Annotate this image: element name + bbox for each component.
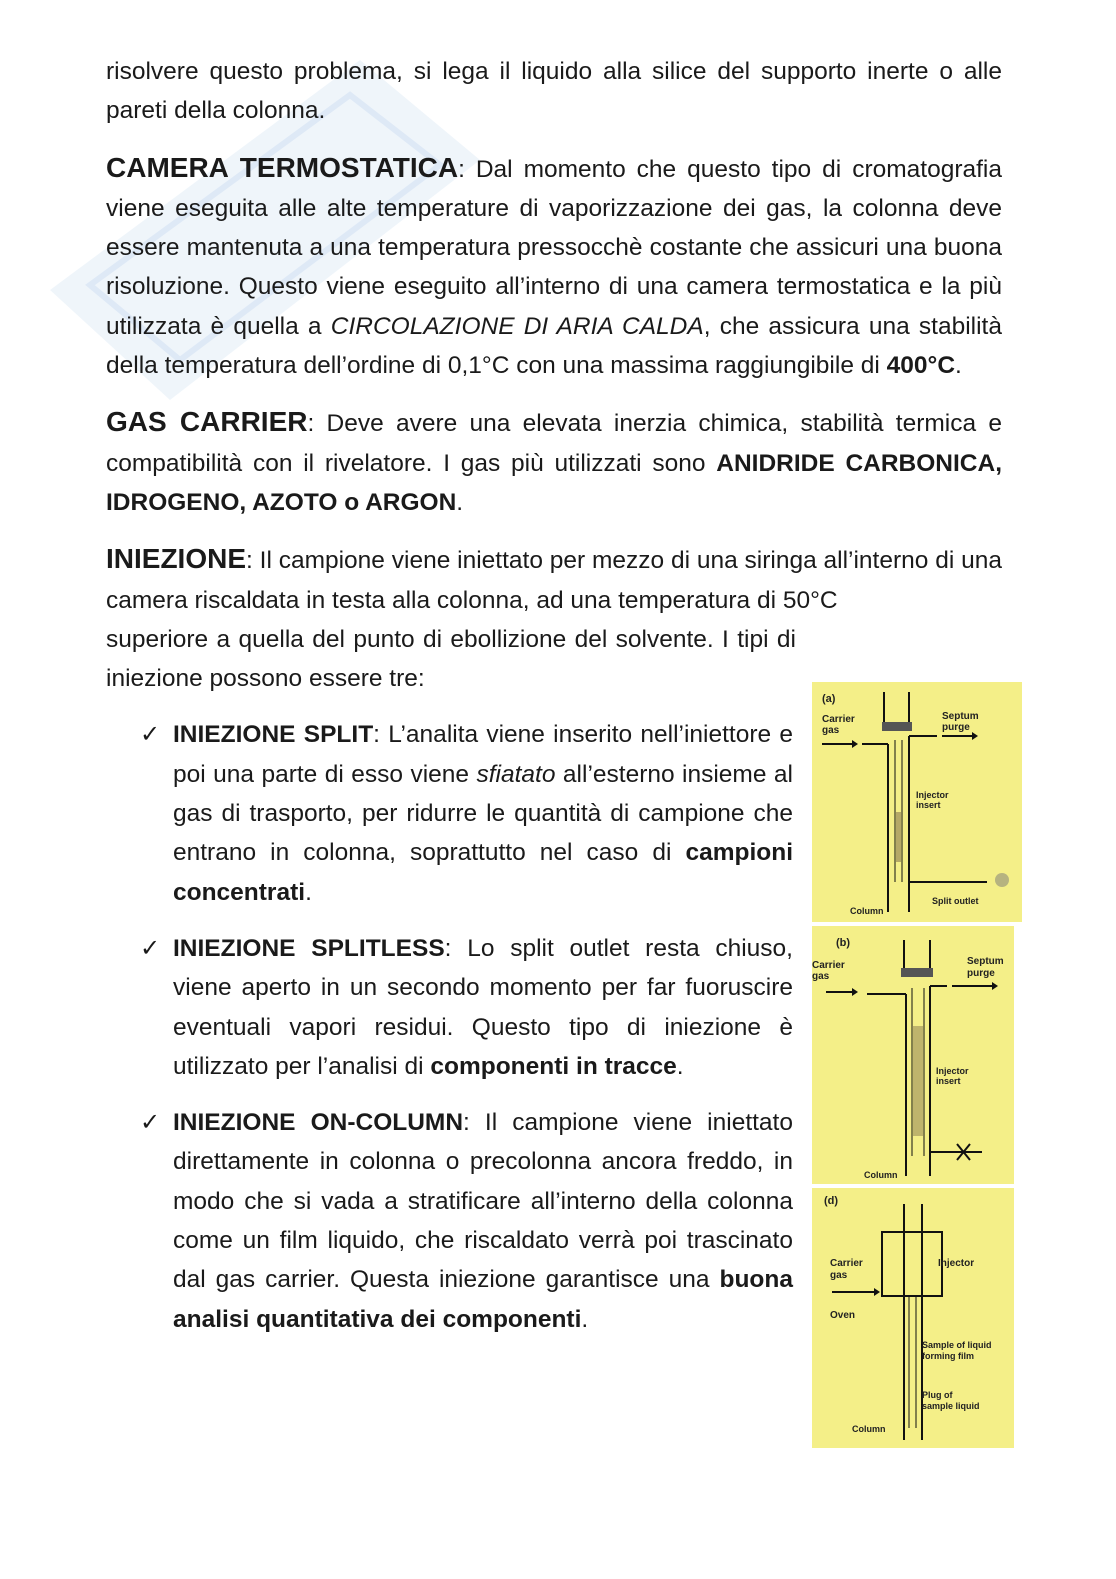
- heading-iniezione: INIEZIONE: [106, 543, 247, 575]
- svg-text:Column: Column: [852, 1424, 886, 1434]
- svg-text:Carrier: Carrier: [822, 714, 855, 725]
- svg-text:Injector: Injector: [936, 1066, 969, 1076]
- section-gas-carrier: GAS CARRIER: Deve avere una elevata inerzia chimica, stabilità termica e compatibilità con il rivelatore. I gas più utilizzati sono ANIDRIDE CARBONICA, IDROGENO, AZOTO o ARGON.: [106, 406, 1003, 516]
- list-item-splitless: ✓ INIEZIONE SPLITLESS: Lo split outlet resta chiuso, viene aperto in un secondo momento per far fuoruscire eventuali vapori residui. Questo tipo di iniezione è utilizzato per l’analisi di componenti in tracce.: [106, 929, 793, 1086]
- svg-text:Injector: Injector: [938, 1258, 975, 1269]
- svg-text:Column: Column: [864, 1170, 898, 1180]
- svg-text:Carrier: Carrier: [812, 960, 845, 971]
- svg-text:(a): (a): [822, 693, 836, 705]
- heading-camera-termostatica: CAMERA TERMOSTATICA: [106, 151, 459, 183]
- svg-text:Split outlet: Split outlet: [932, 896, 979, 906]
- figure-split-injector: [812, 682, 1022, 922]
- item-title-split: INIEZIONE SPLIT: [173, 721, 374, 749]
- svg-text:Plug of: Plug of: [922, 1390, 953, 1400]
- section-iniezione: INIEZIONE: Il campione viene iniettato per mezzo di una siringa all’interno di una camera riscaldata in testa alla colonna, ad una temperatura di 50°C: [106, 543, 1002, 614]
- svg-text:gas: gas: [830, 1270, 848, 1281]
- paragraph-intro: risolvere questo problema, si lega il liquido alla silice del supporto inerte o alle pareti della colonna.: [106, 58, 1002, 125]
- svg-text:purge: purge: [942, 722, 970, 733]
- svg-text:insert: insert: [916, 800, 941, 810]
- figure-splitless-injector: [812, 926, 1014, 1184]
- section-camera-termostatica: CAMERA TERMOSTATICA: Dal momento che questo tipo di cromatografia viene eseguita alle alte temperature di vaporizzazione dei gas, la colonna deve essere mantenuta a una temperatura pressocchè costante che assicuri una buona risoluzione. Questo viene eseguito all’interno di una camera termostatica e la più utilizzata è quella a CIRCOLAZIONE DI ARIA CALDA, che assicura una stabilità della temperatura dell’ordine di 0,1°C con una massima raggiungibile di 400°C.: [106, 151, 1002, 380]
- svg-text:insert: insert: [936, 1076, 961, 1086]
- list-item-split: ✓ INIEZIONE SPLIT: L’analita viene inserito nell’iniettore e poi una parte di esso viene sfiatato all’esterno insieme al gas di trasporto, per ridurre le quantità di campione che entrano in colonna, soprattutto nel caso di campioni concentrati.: [106, 715, 793, 911]
- svg-text:gas: gas: [812, 971, 830, 982]
- svg-text:Injector: Injector: [916, 790, 949, 800]
- item-title-splitless: INIEZIONE SPLITLESS: [173, 934, 445, 962]
- list-item-on-column: ✓ INIEZIONE ON-COLUMN: Il campione viene iniettato direttamente in colonna o precolonna ancora freddo, in modo che si vada a stratificare all’interno della colonna come un film liquido, che riscaldato verrà poi trascinato dal gas carrier. Questa iniezione garantisce una buona analisi quantitativa dei componenti.: [106, 1103, 793, 1339]
- svg-text:(b): (b): [836, 937, 851, 949]
- figure-on-column-injector: [812, 1188, 1014, 1448]
- svg-text:Septum: Septum: [942, 711, 979, 722]
- svg-text:Septum: Septum: [967, 956, 1004, 967]
- svg-text:forming film: forming film: [922, 1351, 974, 1361]
- checkmark-icon: ✓: [140, 934, 161, 962]
- iniezione-continued: superiore a quella del punto di ebollizione del solvente. I tipi di iniezione possono essere tre:: [106, 625, 796, 693]
- svg-text:(d): (d): [824, 1195, 839, 1207]
- svg-text:Oven: Oven: [830, 1310, 856, 1321]
- svg-text:sample liquid: sample liquid: [922, 1401, 980, 1411]
- item-title-on-column: INIEZIONE ON-COLUMN: [173, 1109, 464, 1137]
- svg-text:Sample of liquid: Sample of liquid: [922, 1340, 992, 1350]
- svg-text:gas: gas: [822, 725, 840, 736]
- svg-text:purge: purge: [967, 968, 995, 979]
- svg-text:Carrier: Carrier: [830, 1258, 863, 1269]
- checkmark-icon: ✓: [140, 721, 161, 749]
- checkmark-icon: ✓: [140, 1109, 161, 1137]
- svg-text:Column: Column: [850, 906, 884, 916]
- heading-gas-carrier: GAS CARRIER: [106, 406, 308, 438]
